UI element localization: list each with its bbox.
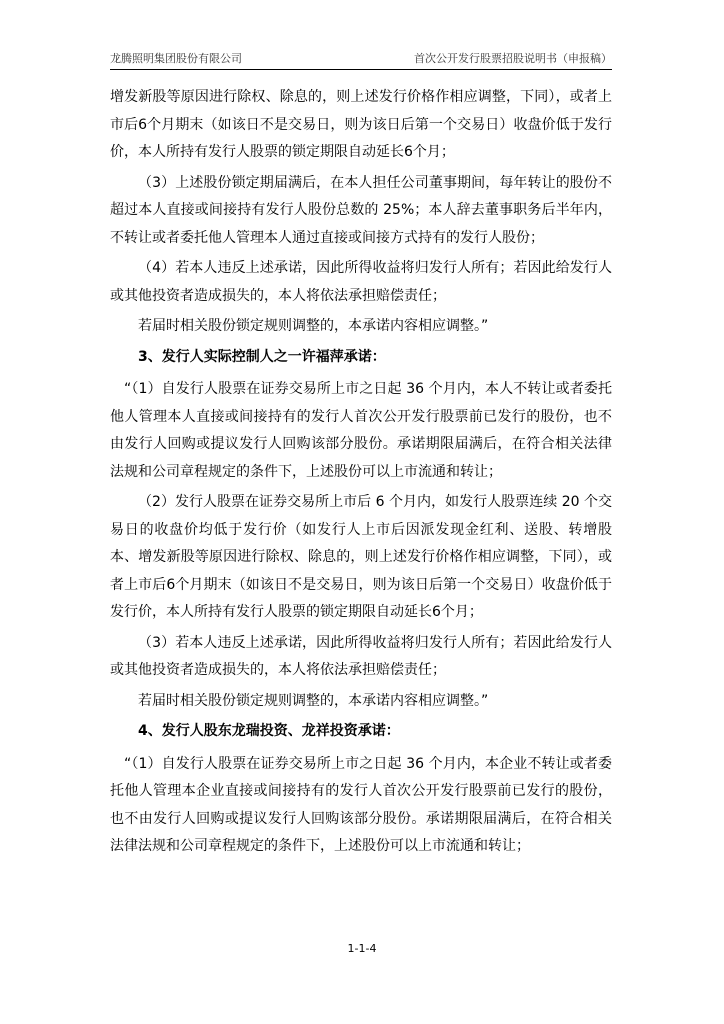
header-divider bbox=[110, 69, 612, 70]
document-body bbox=[110, 84, 612, 864]
paragraph-clause-1: “（1）自发行人股票在证券交易所上市之日起 36 个月内，本人不转让或者委托他人管理本人直接或间接持有的发行人首次公开发行股票前已发行的股份，也不由发行人回购或提议发行人回购该部分股份。承诺期限届满后，在符合相关法律法规和公司章程规定的条件下，上述股份可以上市流通和转让； bbox=[110, 381, 612, 480]
page-number: 1-1-4 bbox=[347, 942, 377, 955]
paragraph-clause-1b: “（1）自发行人股票在证券交易所上市之日起 36 个月内，本企业不转让或者委托他人管理本企业直接或间接持有的发行人首次公开发行股票前已发行的股份，也不由发行人回购或提议发行人回购该部分股份。承诺期限届满后，在符合相关法律法规和公司章程规定的条件下，上述股份可以上市流通和转让； bbox=[110, 755, 612, 854]
paragraph-adjustment-note-2: 若届时相关股份锁定规则调整的，本承诺内容相应调整。” bbox=[138, 692, 489, 709]
paragraph-clause-3b: （3）若本人违反上述承诺，因此所得收益将归发行人所有；若因此给发行人或其他投资者造成损失的，本人将依法承担赔偿责任； bbox=[110, 634, 612, 678]
paragraph-adjustment-note: 若届时相关股份锁定规则调整的，本承诺内容相应调整。” bbox=[138, 318, 489, 334]
section-heading-4: 4、发行人股东龙瑞投资、龙祥投资承诺： bbox=[138, 723, 400, 739]
header-document-title: 首次公开发行股票招股说明书（申报稿） bbox=[414, 52, 612, 65]
paragraph-clause-3: （3）上述股份锁定期届满后，在本人担任公司董事期间，每年转让的股份不超过本人直接或间接持有发行人股份总数的 25%；本人辞去董事职务后半年内，不转让或者委托他人管理本人通过直接或间接方式持有的发行人股份； bbox=[110, 174, 612, 246]
paragraph-clause-2: （2）发行人股票在证券交易所上市后 6 个月内，如发行人股票连续 20 个交易日的收盘价均低于发行价（如发行人上市后因派发现金红利、送股、转增股本、增发新股等原因进行除权、除息的，则上述发行价格作相应调整，下同），或者上市后6个月期末（如该日不是交易日，则为该日后第一个交易日）收盘价低于发行价，本人所持有发行人股票的锁定期限自动延长6个月； bbox=[110, 494, 612, 620]
paragraph-continuation: 增发新股等原因进行除权、除息的，则上述发行价格作相应调整，下同），或者上市后6个月期末（如该日不是交易日，则为该日后第一个交易日）收盘价低于发行价，本人所持有发行人股票的锁定期限自动延长6个月； bbox=[110, 89, 612, 160]
paragraph-clause-4: （4）若本人违反上述承诺，因此所得收益将归发行人所有；若因此给发行人或其他投资者造成损失的，本人将依法承担赔偿责任； bbox=[110, 260, 612, 304]
header-company-name: 龙腾照明集团股份有限公司 bbox=[110, 52, 242, 65]
section-heading-3: 3、发行人实际控制人之一许福萍承诺： bbox=[138, 348, 386, 365]
page-header bbox=[110, 50, 612, 68]
